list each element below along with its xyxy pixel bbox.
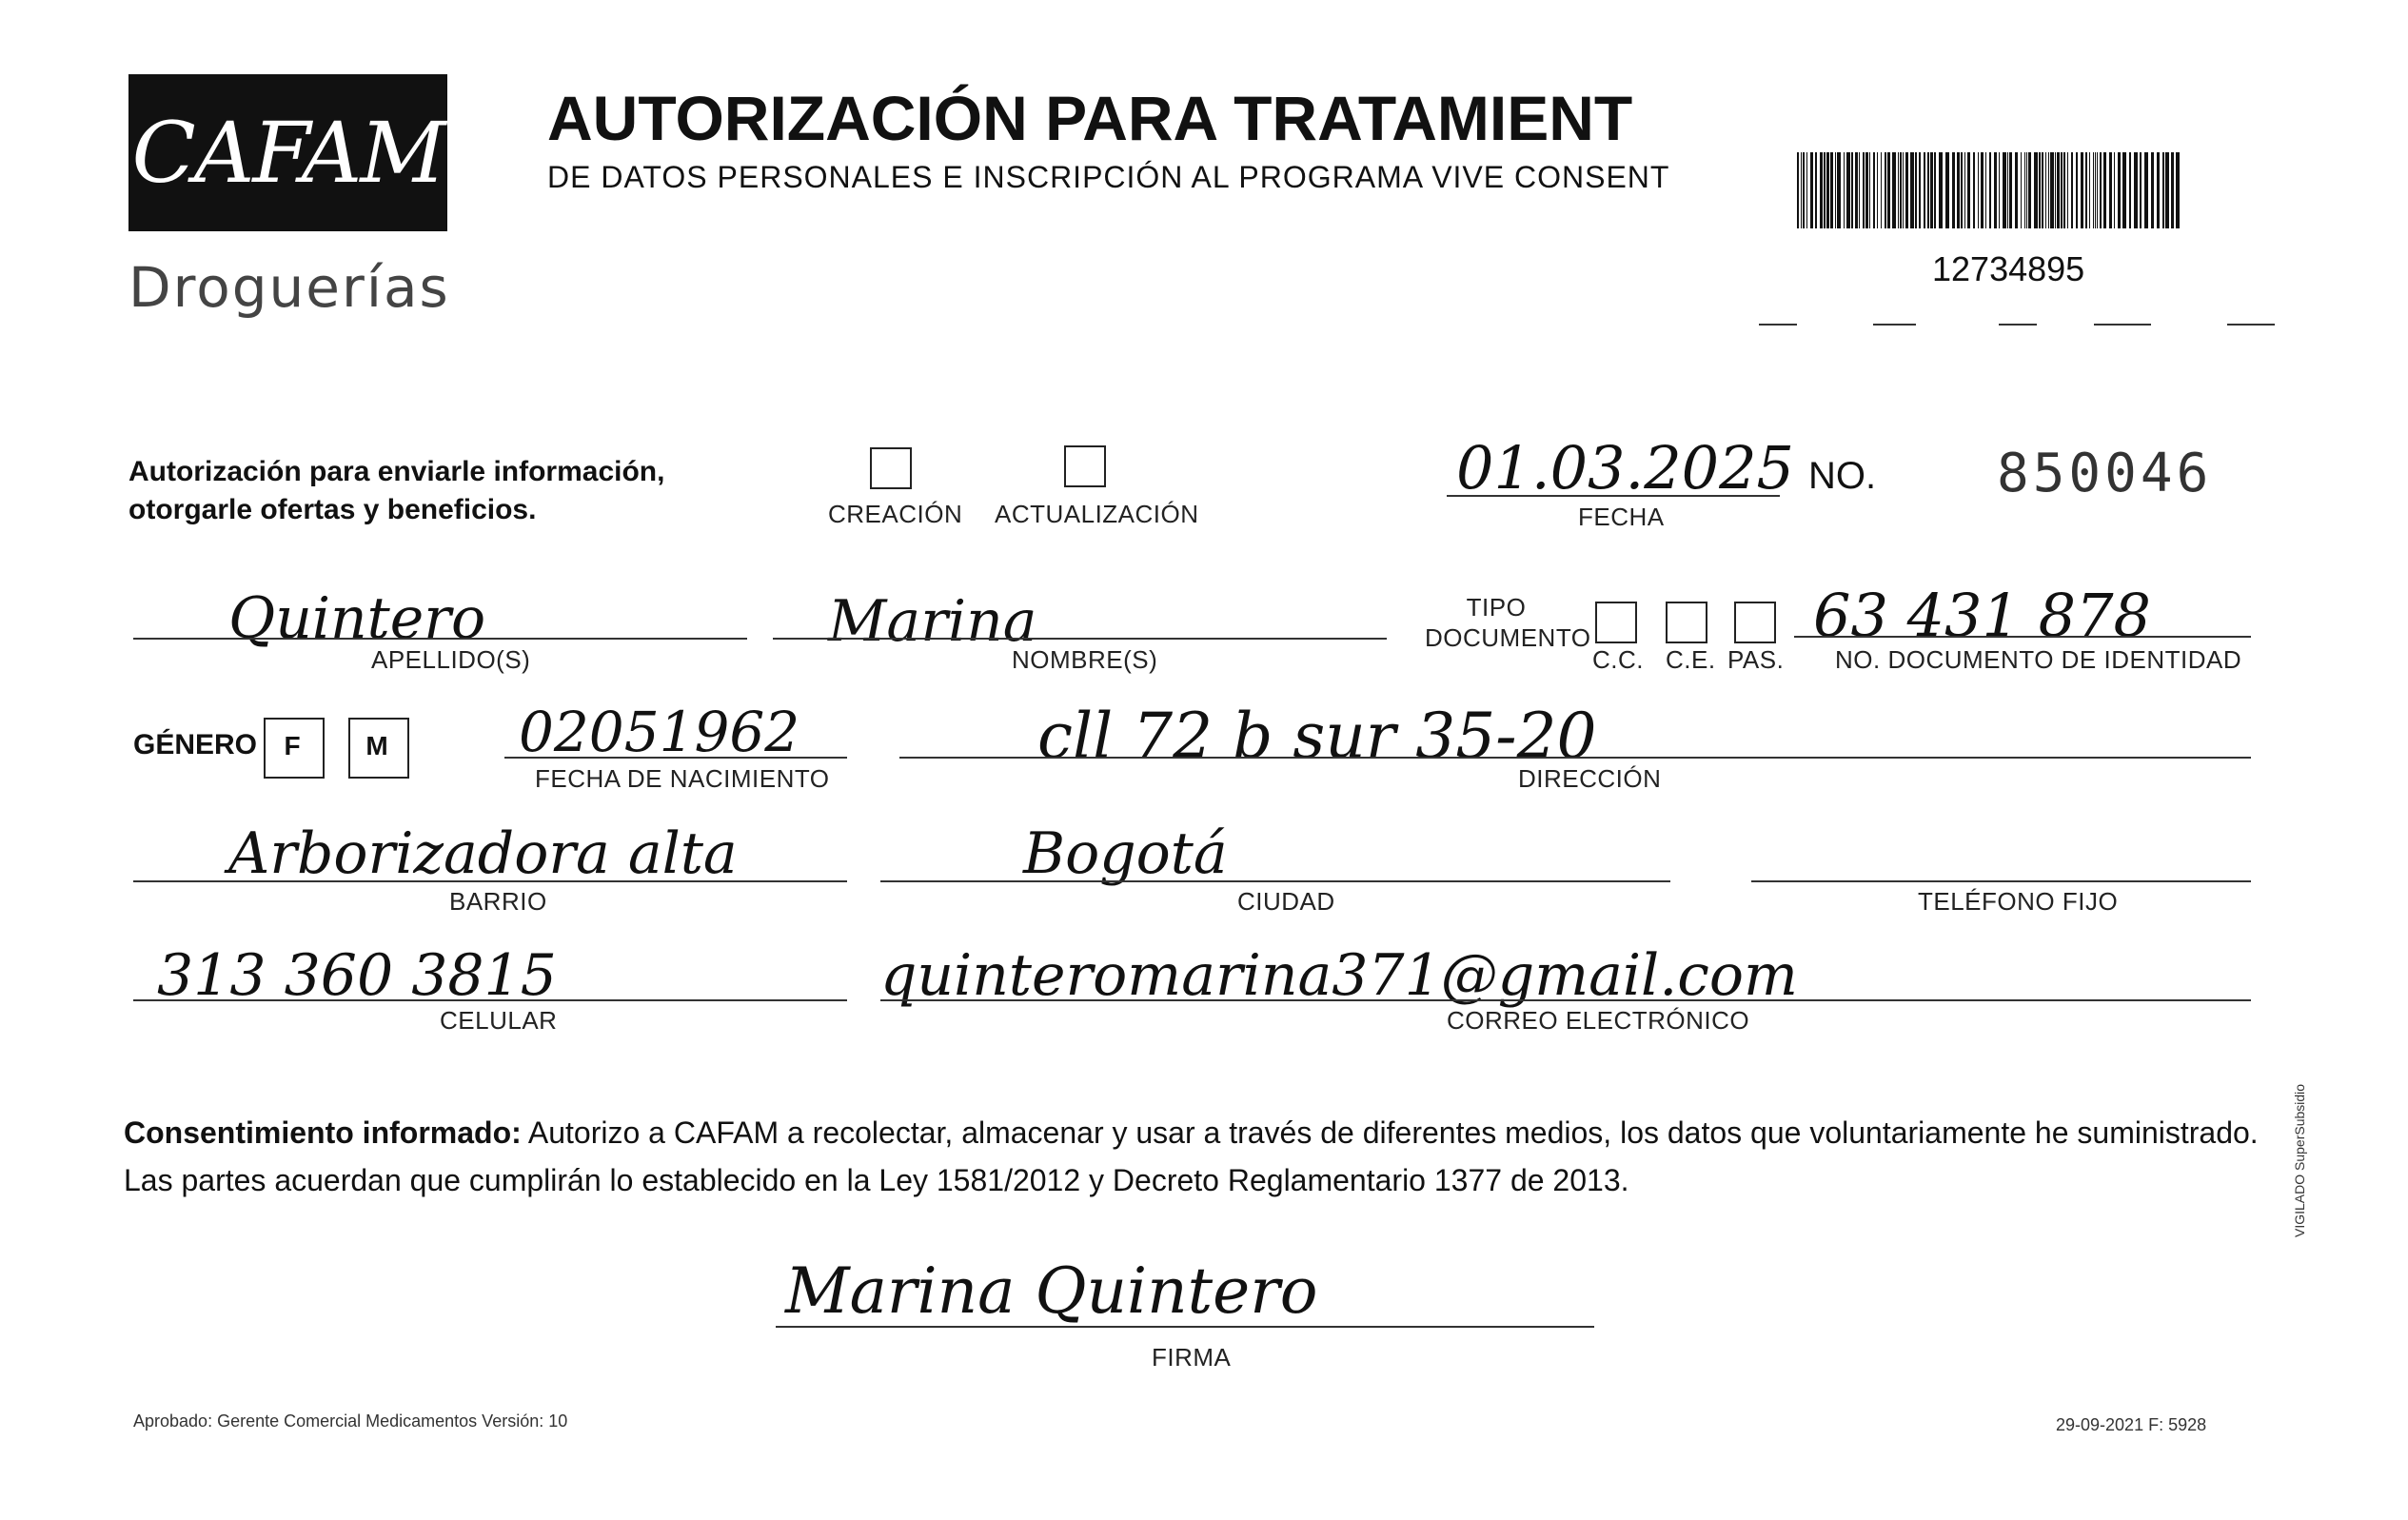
genero-f-label: F	[284, 731, 301, 760]
barcode-bar	[1887, 152, 1890, 228]
barcode-bar	[2015, 152, 2018, 228]
barcode-bar	[1999, 152, 2000, 228]
barcode-bar	[2081, 152, 2083, 228]
barcode-bar	[2144, 152, 2148, 228]
divider	[2094, 324, 2151, 326]
barcode-bar	[2140, 152, 2142, 228]
nacimiento-underline	[504, 757, 847, 759]
barcode-bar	[1855, 152, 1858, 228]
barcode-bar	[1973, 152, 1975, 228]
barcode-bar	[1945, 152, 1949, 228]
divider	[2227, 324, 2275, 326]
barcode-bar	[1835, 152, 1836, 228]
barcode-bar	[1797, 152, 1799, 228]
barcode-bar	[1900, 152, 1902, 228]
barcode-bar	[1820, 152, 1823, 228]
barcode-bar	[1930, 152, 1933, 228]
barcode-bar	[2024, 152, 2025, 228]
ce-checkbox[interactable]	[1666, 602, 1707, 643]
footer-date-code: 29-09-2021 F: 5928	[2056, 1415, 2207, 1434]
barcode-bar	[2129, 152, 2131, 228]
barrio-field[interactable]: Arborizadora alta	[228, 820, 738, 887]
barcode-bar	[1806, 152, 1807, 228]
barcode-bar	[1885, 152, 1886, 228]
barcode-bar	[1830, 152, 1833, 228]
barcode-bar	[1815, 152, 1817, 228]
genero-label: GÉNERO	[133, 729, 258, 760]
divider	[1759, 324, 1797, 326]
ciudad-field[interactable]: Bogotá	[1023, 820, 1228, 887]
authorization-text: Autorización para enviarle información, otorgarle ofertas y beneficios.	[128, 456, 665, 525]
barcode-bar	[1837, 152, 1841, 228]
celular-field[interactable]: 313 360 3815	[157, 942, 557, 1009]
barcode-bar	[2157, 152, 2160, 228]
nombre-label: NOMBRE(S)	[1012, 645, 1158, 674]
barcode-bar	[1881, 152, 1882, 228]
barcode-bar	[1803, 152, 1805, 228]
barcode-bar	[1978, 152, 1979, 228]
nacimiento-field[interactable]: 02051962	[519, 700, 800, 764]
barcode-bar	[1934, 152, 1936, 228]
barcode-bar	[2076, 152, 2078, 228]
barcode-bar	[2103, 152, 2106, 228]
barcode-bar	[1859, 152, 1860, 228]
cc-checkbox[interactable]	[1595, 602, 1637, 643]
barcode-bar	[1915, 152, 1917, 228]
barcode-bar	[2162, 152, 2164, 228]
barcode-bar	[2028, 152, 2031, 228]
creacion-label: CREACIÓN	[828, 500, 963, 528]
barcode-bar	[2045, 152, 2046, 228]
barcode-bar	[2050, 152, 2054, 228]
barcode-bar	[1957, 152, 1960, 228]
barcode-bar	[2055, 152, 2056, 228]
logo-text: CAFAM	[131, 104, 444, 202]
ce-label: C.E.	[1666, 645, 1716, 674]
barcode-bar	[1967, 152, 1970, 228]
barcode-bar	[2071, 152, 2073, 228]
correo-label: CORREO ELECTRÓNICO	[1447, 1006, 1750, 1035]
supersubsidio-mark: VIGILADO SuperSubsidio	[2292, 1083, 2307, 1237]
barcode-bar	[1964, 152, 1965, 228]
barcode-bar	[1851, 152, 1853, 228]
barrio-label: BARRIO	[449, 887, 547, 916]
correo-field[interactable]: quinteromarina371@gmail.com	[880, 942, 1798, 1009]
barcode-bar	[2021, 152, 2022, 228]
apellido-field[interactable]: Quintero	[228, 585, 486, 652]
celular-label: CELULAR	[440, 1006, 558, 1035]
barcode-bar	[2151, 152, 2154, 228]
barcode-bar	[2089, 152, 2090, 228]
barcode-bar	[2171, 152, 2174, 228]
barcode-bar	[2026, 152, 2027, 228]
genero-m-label: M	[365, 731, 388, 760]
tipo-documento-label: TIPO DOCUMENTO	[1425, 593, 1591, 652]
documento-label: NO. DOCUMENTO DE IDENTIDAD	[1835, 645, 2242, 674]
documento-field[interactable]: 63 431 878	[1813, 581, 2151, 650]
barcode-bar	[2134, 152, 2138, 228]
barcode-bar	[1863, 152, 1865, 228]
form-number-label: NO.	[1808, 455, 1877, 497]
barcode-bar	[2100, 152, 2102, 228]
barcode-bar	[1877, 152, 1878, 228]
barcode-bar	[1919, 152, 1921, 228]
barcode-bar	[1961, 152, 1963, 228]
barcode-bar	[1985, 152, 1986, 228]
signature-line	[776, 1326, 1594, 1328]
nacimiento-label: FECHA DE NACIMIENTO	[535, 764, 830, 793]
correo-underline	[880, 999, 2251, 1001]
barcode-bar	[1824, 152, 1826, 228]
barcode	[1797, 152, 2182, 228]
barcode-bar	[2063, 152, 2065, 228]
barrio-underline	[133, 880, 847, 882]
actualizacion-checkbox[interactable]	[1064, 445, 1106, 487]
creacion-checkbox[interactable]	[870, 447, 912, 489]
telefono-field[interactable]	[1751, 880, 2251, 882]
barcode-bar	[1892, 152, 1896, 228]
barcode-bar	[2118, 152, 2121, 228]
barcode-bar	[1846, 152, 1850, 228]
barcode-bar	[2003, 152, 2006, 228]
barcode-bar	[2057, 152, 2060, 228]
barcode-bar	[1826, 152, 1829, 228]
barcode-bar	[2114, 152, 2115, 228]
barcode-bar	[2034, 152, 2038, 228]
apellido-label: APELLIDO(S)	[371, 645, 531, 674]
barcode-bar	[1898, 152, 1899, 228]
form-title: AUTORIZACIÓN PARA TRATAMIENT	[547, 83, 1633, 153]
barcode-bar	[2048, 152, 2049, 228]
barcode-bar	[2176, 152, 2180, 228]
cc-label: C.C.	[1592, 645, 1644, 674]
barcode-bar	[1952, 152, 1955, 228]
barcode-bar	[2042, 152, 2043, 228]
ciudad-label: CIUDAD	[1237, 887, 1335, 916]
barcode-bar	[2085, 152, 2087, 228]
pas-label: PAS.	[1727, 645, 1785, 674]
barcode-number: 12734895	[1932, 249, 2085, 288]
fecha-field[interactable]: 01.03.2025	[1456, 433, 1794, 503]
pas-checkbox[interactable]	[1734, 602, 1776, 643]
barcode-bar	[2061, 152, 2063, 228]
barcode-bar	[2007, 152, 2008, 228]
barcode-bar	[2009, 152, 2012, 228]
form-number: 850046	[1997, 443, 2213, 504]
consent-paragraph	[124, 1109, 2265, 1204]
nombre-underline	[773, 638, 1387, 640]
celular-underline	[133, 999, 847, 1001]
direccion-field[interactable]: cll 72 b sur 35-20	[1037, 700, 1597, 773]
ciudad-underline	[880, 880, 1670, 882]
barcode-bar	[1994, 152, 1997, 228]
barcode-bar	[1873, 152, 1875, 228]
barcode-bar	[1927, 152, 1929, 228]
cafam-logo	[128, 74, 447, 231]
footer-approval: Aprobado: Gerente Comercial Medicamentos Versión: 10	[133, 1411, 568, 1431]
barcode-bar	[2122, 152, 2126, 228]
barcode-bar	[1989, 152, 1991, 228]
barcode-bar	[2097, 152, 2098, 228]
logo-subtitle: Droguerías	[128, 255, 450, 320]
barcode-bar	[2109, 152, 2112, 228]
telefono-label: TELÉFONO FIJO	[1918, 887, 2119, 916]
barcode-bar	[1844, 152, 1845, 228]
barcode-bar	[1810, 152, 1813, 228]
nombre-field[interactable]: Marina	[828, 588, 1037, 655]
divider	[1873, 324, 1916, 326]
barcode-bar	[1801, 152, 1802, 228]
direccion-underline	[899, 757, 2251, 759]
apellido-underline	[133, 638, 747, 640]
consent-heading: Consentimiento informado:	[124, 1115, 522, 1150]
signature[interactable]: Marina Quintero	[785, 1254, 1318, 1328]
barcode-bar	[1939, 152, 1943, 228]
barcode-bar	[1910, 152, 1914, 228]
divider	[1999, 324, 2037, 326]
documento-underline	[1794, 636, 2251, 638]
consent-text: Autorizo a CAFAM a recolectar, almacenar y usar a través de diferentes medios, los datos que voluntariamente he suministrado. Las partes acuerdan que cumplirán lo establecido en la Ley 1581/2012 y Decreto Reglamentario 1377 de 2013.	[124, 1115, 2259, 1197]
barcode-bar	[1905, 152, 1908, 228]
fecha-label: FECHA	[1578, 503, 1665, 531]
barcode-bar	[1869, 152, 1870, 228]
barcode-bar	[2067, 152, 2068, 228]
fecha-underline	[1447, 495, 1780, 497]
barcode-bar	[1981, 152, 1984, 228]
firma-label: FIRMA	[1152, 1343, 1232, 1372]
barcode-bar	[2093, 152, 2094, 228]
barcode-bar	[1903, 152, 1904, 228]
barcode-bar	[2095, 152, 2096, 228]
direccion-label: DIRECCIÓN	[1518, 764, 1662, 793]
actualizacion-label: ACTUALIZACIÓN	[995, 500, 1199, 528]
barcode-bar	[2039, 152, 2041, 228]
barcode-bar	[1924, 152, 1925, 228]
form-subtitle: DE DATOS PERSONALES E INSCRIPCIÓN AL PROGRAMA VIVE CONSENT	[547, 160, 1670, 194]
barcode-bar	[2165, 152, 2169, 228]
barcode-bar	[1865, 152, 1868, 228]
